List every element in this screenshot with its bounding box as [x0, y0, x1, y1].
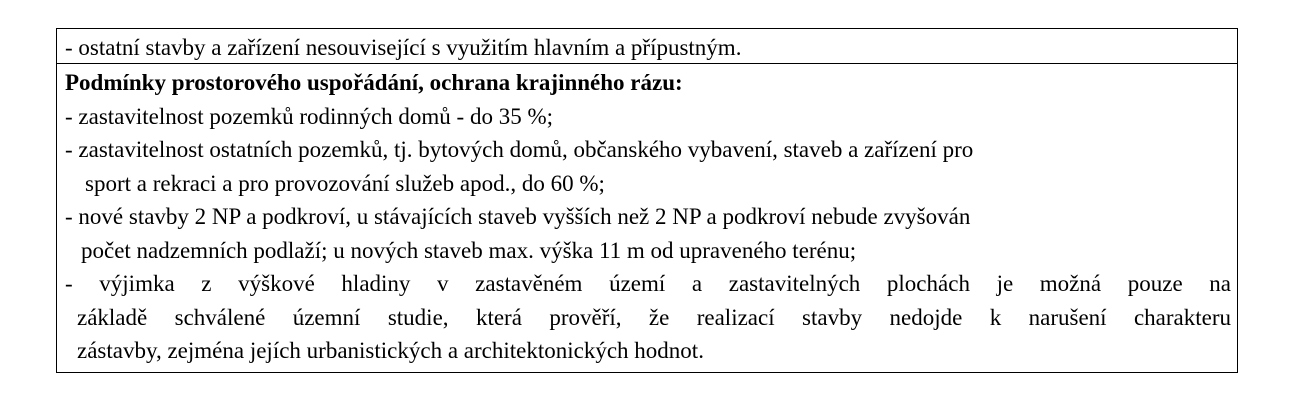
table-row-conditions: [57, 64, 1237, 372]
regulation-table: [56, 28, 1238, 373]
list-item-3: - nové stavby 2 NP a podkroví, u stávajících staveb vyšších než 2 NP a podkroví nebude zvyšován: [65, 204, 971, 229]
list-item-4-last-line: zástavby, zejména jejích urbanistických a architektonických hodnot.: [77, 338, 704, 363]
table-row-top: [57, 29, 1237, 64]
list-item-4: - výjimka z výškové hladiny v zastavěném území a zastavitelných plochách je možná pouze na: [65, 271, 1231, 296]
list-item-1: - zastavitelnost pozemků rodinných domů - do 35 %;: [65, 103, 554, 129]
list-item-2: - zastavitelnost ostatních pozemků, tj. bytových domů, občanského vybavení, staveb a zařízení pro: [65, 137, 974, 162]
section-heading: Podmínky prostorového uspořádání, ochrana krajinného rázu:: [65, 70, 683, 95]
list-item-3-continuation: počet nadzemních podlaží; u nových staveb max. výška 11 m od upraveného terénu;: [81, 237, 857, 263]
top-row-text: - ostatní stavby a zařízení nesouvisející s využitím hlavním a přípustným.: [65, 35, 742, 60]
list-item-4-continuation: základě schválené územní studie, která prověří, že realizací stavby nedojde k narušení charakteru: [77, 304, 1231, 330]
list-item-2-continuation: sport a rekraci a pro provozování služeb apod., do 60 %;: [85, 170, 605, 196]
